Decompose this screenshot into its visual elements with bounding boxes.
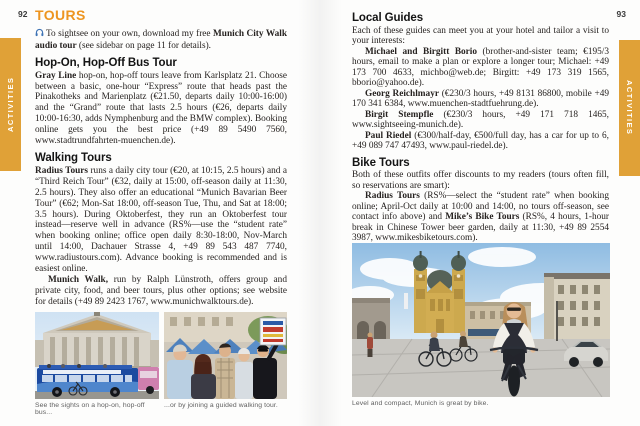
bike-photo-caption: Level and compact, Munich is great by bike. bbox=[352, 400, 489, 407]
headphones-icon bbox=[35, 28, 44, 41]
intro-text-bold: Munich City Walk audio tour bbox=[35, 28, 287, 51]
radius-tours-body: runs a daily city tour (€20, at 10:15, 2.5 hours) and a “Third Reich Tour” (€32, daily at 15:00, off-season daily at 11:30, 2.5 hours). They also offer an educational “Munich Bavarian Beer Tour” (€62; Mon-Sat 18:00, off-season Tue, Thu, and Sat at 18:00; 3.5 hours). During Oktoberfest, they run an Oktoberfest tour instead—reserve well in advance (RS%—use the “student rate” when booking online; office open daily 8:30-18:00, Nov-March until 14:00, Dachauer Strasse 4, +49 89 543 487 7740, www.radiustours.com). Advance booking is recommended and is easiest online. bbox=[35, 165, 287, 275]
intro-text-pre: To sightsee on your own, download my free bbox=[46, 28, 214, 39]
hop-on-body: hop-on, hop-off tours leave from Karlsplatz 21. Choose between a basic, one-hour “Express” route that heads past the Pinakotheks and Marienplatz (€21.50, departs daily 10:00-16:00) and the “Grand” route that lasts 2.5 hours (€26, departs daily 10:00-16:30, adds Nymphenburg and the BMW complex). Booking online gets you the best price (+49 89 5490 7560, www.stadtrundfahrten-muenchen.de). bbox=[35, 70, 287, 147]
gray-line-lead: Gray Line bbox=[35, 70, 77, 81]
section-heading-hop-on: Hop-On, Hop-Off Bus Tour bbox=[35, 56, 177, 69]
left-activities-tab: ACTIVITIES bbox=[0, 38, 21, 171]
left-photo-row bbox=[35, 312, 287, 416]
section-heading-walking-tours: Walking Tours bbox=[35, 151, 112, 164]
section-heading-local-guides: Local Guides bbox=[352, 12, 424, 24]
walking-tour-photo-figure bbox=[164, 312, 287, 416]
banner-flag bbox=[404, 293, 408, 309]
guide-details: (brother-and-sister team; €195/3 hours, email to make a plan or explore a longer tour; Michael: +49 173 700 4633, michbo@web.de; Birgitt: +49 173 319 1565, bborio@yahoo.de). bbox=[352, 46, 609, 88]
guide-entry-riedel bbox=[352, 131, 609, 152]
guide-details: (€300/half-day, €500/full day, has a car for up to 6, +49 089 747 47493, www.paul-riedel.de). bbox=[352, 130, 609, 151]
bike-tours-mid: (RS%—select the “student rate” when booking online; April-Oct daily at 10:00 and 14:00, no tours off-season, see contact info above) and bbox=[352, 191, 609, 222]
bike-tours-end: (RS%, 4 hours, 1-hour break in Chinese Tower beer garden, daily at 11:30, +49 89 2554 3987, www.mikesbiketours.com). bbox=[352, 212, 609, 243]
hop-on-paragraph bbox=[35, 71, 287, 147]
intro-paragraph bbox=[35, 28, 287, 52]
lamp-post bbox=[556, 301, 558, 341]
guide-entry-stempfle bbox=[352, 110, 609, 131]
bus-photo-caption: See the sights on a hop-on, hop-off bus... bbox=[35, 402, 145, 416]
sunglasses bbox=[507, 308, 521, 311]
munich-walk-body: run by Ralph Lünstroth, offers group and private city, food, and beer tours, plus other options; see website for details (+49 89 2423 1767, www.munichwalktours.de). bbox=[35, 274, 287, 307]
pink-bus bbox=[138, 367, 159, 394]
right-buildings bbox=[544, 273, 610, 341]
right-page-column bbox=[352, 13, 609, 244]
guide-name: Paul Riedel bbox=[365, 130, 412, 141]
walking-tour-photo bbox=[164, 312, 287, 399]
walking-photo-caption: ...or by joining a guided walking tour. bbox=[164, 402, 278, 409]
bike-photo-figure bbox=[352, 243, 610, 407]
guide-name: Michael and Birgitt Borio bbox=[365, 46, 478, 57]
right-activities-tab: ACTIVITIES bbox=[619, 40, 640, 176]
hop-on-bus-photo bbox=[35, 312, 159, 399]
guide-entry-borio bbox=[352, 47, 609, 89]
intro-text-post: (see sidebar on page 11 for details). bbox=[76, 40, 212, 51]
page-number-left: 92 bbox=[18, 9, 28, 19]
guide-details: (€230/3 hours, +49 171 718 1465, www.sightseeing-munich.de). bbox=[352, 109, 609, 130]
guide-entry-reichlmayr bbox=[352, 89, 609, 110]
tour-sign bbox=[260, 318, 286, 345]
bus-photo-figure bbox=[35, 312, 159, 416]
page-gutter bbox=[298, 0, 342, 426]
munich-walk-paragraph bbox=[35, 275, 287, 308]
bike-tours-paragraph bbox=[352, 191, 609, 244]
munich-walk-lead: Munich Walk, bbox=[48, 274, 109, 285]
front-wheel bbox=[508, 366, 520, 397]
local-guides-intro: Each of these guides can meet you at your hotel and tailor a visit to your interests: bbox=[352, 25, 609, 46]
page-number-right: 93 bbox=[616, 9, 626, 19]
page-title: TOURS bbox=[35, 7, 86, 23]
mikes-bike-tours-lead: Mike’s Bike Tours bbox=[445, 212, 520, 222]
radius-tours-paragraph bbox=[35, 166, 287, 275]
left-page-column bbox=[35, 7, 287, 308]
radius-tours-bike-lead: Radius Tours bbox=[365, 191, 420, 201]
guide-details: (€230/3 hours, +49 8131 86800, mobile +49 170 341 6384, www.muenchen-stadtfuehrung.de). bbox=[352, 88, 609, 109]
munich-bike-photo bbox=[352, 243, 610, 397]
guide-name: Georg Reichlmayr bbox=[365, 88, 439, 99]
guide-name: Birgit Stempfle bbox=[365, 109, 434, 120]
radius-tours-lead: Radius Tours bbox=[35, 165, 89, 176]
bike-tours-intro: Both of these outfits offer discounts to my readers (tours often fill, so reservations are smart): bbox=[352, 170, 609, 191]
section-heading-bike-tours: Bike Tours bbox=[352, 156, 410, 169]
